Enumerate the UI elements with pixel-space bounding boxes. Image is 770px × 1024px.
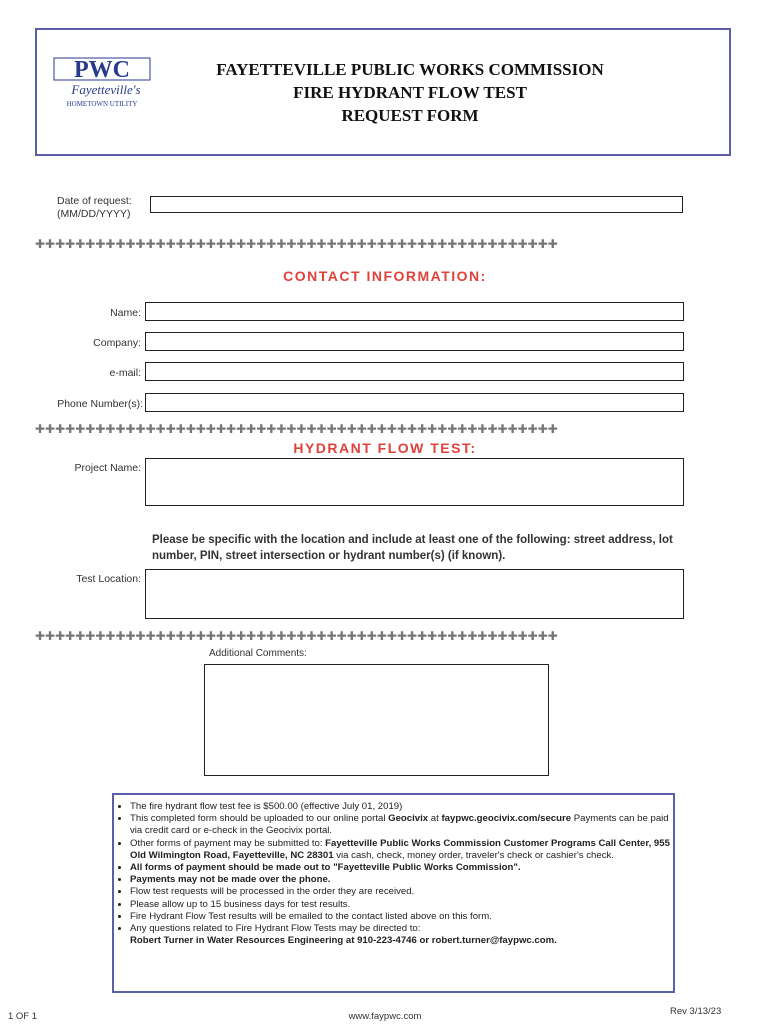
comments-input[interactable] [204, 664, 549, 776]
revision: Rev 3/13/23 [670, 1006, 722, 1017]
project-name-label: Project Name: [74, 462, 141, 474]
pwc-logo [52, 50, 152, 112]
note-questions: • Any questions related to Fire Hydrant Flow Tests may be directed to: Robert Turner in Water Resources Engineering at 910-223-4746 or robert.turner@faypwc.com. [130, 923, 673, 947]
logo-subtitle: Fayetteville's [71, 82, 141, 97]
note-fee: • The fire hydrant flow test fee is $500.00 (effective July 01, 2019) [130, 801, 673, 813]
note-payment: • Other forms of payment may be submitted to: Fayetteville Public Works Commission Customer Programs Call Center, 955 Old Wilmington Road, Fayetteville, NC 28301 via cash, check, money order, traveler's check or cashier's check. [130, 838, 673, 862]
notes-box [112, 793, 675, 993]
company-label: Company: [93, 337, 141, 349]
website[interactable]: www.faypwc.com [348, 1011, 422, 1022]
test-location-label: Test Location: [76, 573, 141, 585]
test-location-input[interactable] [145, 569, 684, 619]
logo-text: PWC [74, 57, 130, 83]
date-label: Date of request: (MM/DD/YYYY) [57, 195, 132, 220]
divider-3: ✚✚✚✚✚✚✚✚✚✚✚✚✚✚✚✚✚✚✚✚✚✚✚✚✚✚✚✚✚✚✚✚✚✚✚✚✚✚✚✚✚✚✚✚✚✚✚✚✚✚✚✚ [35, 630, 558, 642]
email-input[interactable] [145, 362, 684, 381]
divider-2: ✚✚✚✚✚✚✚✚✚✚✚✚✚✚✚✚✚✚✚✚✚✚✚✚✚✚✚✚✚✚✚✚✚✚✚✚✚✚✚✚✚✚✚✚✚✚✚✚✚✚✚✚ [35, 423, 558, 435]
company-input[interactable] [145, 332, 684, 351]
phone-label: Phone Number(s): [57, 398, 143, 410]
note-time: • Please allow up to 15 business days for test results. [130, 899, 673, 911]
page-number: 1 OF 1 [8, 1011, 38, 1022]
note-upload: • This completed form should be uploaded to our online portal Geocivix at faypwc.geocivix.com/secure Payments can be paid via credit card or e-check in the Geocivix portal. [130, 813, 673, 837]
divider-1: ✚✚✚✚✚✚✚✚✚✚✚✚✚✚✚✚✚✚✚✚✚✚✚✚✚✚✚✚✚✚✚✚✚✚✚✚✚✚✚✚✚✚✚✚✚✚✚✚✚✚✚✚ [35, 238, 558, 250]
name-input[interactable] [145, 302, 684, 321]
comments-label: Additional Comments: [209, 648, 307, 659]
title-line-2: FIRE HYDRANT FLOW TEST [293, 83, 527, 102]
title-line-1: FAYETTEVILLE PUBLIC WORKS COMMISSION [216, 60, 604, 79]
location-instruction: Please be specific with the location and include at least one of the following: street address, lot number, PIN, street intersection or hydrant number(s) (if known). [152, 534, 673, 562]
portal-link[interactable]: faypwc.geocivix.com/secure [441, 813, 572, 825]
note-phone: • Payments may not be made over the phone. [130, 874, 673, 886]
email-label: e-mail: [109, 367, 141, 379]
logo-tagline: HOMETOWN UTILITY [66, 100, 138, 108]
notes-list [114, 801, 673, 947]
note-payable: • All forms of payment should be made out to "Fayetteville Public Works Commission". [130, 862, 673, 874]
title-line-3: REQUEST FORM [341, 106, 479, 125]
hydrant-section-title: HYDRANT FLOW TEST: [293, 440, 477, 456]
note-order: • Flow test requests will be processed in the order they are received. [130, 886, 673, 898]
page-title [150, 58, 670, 127]
project-name-input[interactable] [145, 458, 684, 506]
date-input[interactable] [150, 196, 683, 213]
name-label: Name: [110, 307, 141, 319]
note-results: • Fire Hydrant Flow Test results will be emailed to the contact listed above on this form. [130, 911, 673, 923]
phone-input[interactable] [145, 393, 684, 412]
contact-section-title: CONTACT INFORMATION: [283, 268, 487, 284]
contact-person: Robert Turner in Water Resources Engineering at 910-223-4746 or robert.turner@faypwc.com. [130, 935, 557, 947]
